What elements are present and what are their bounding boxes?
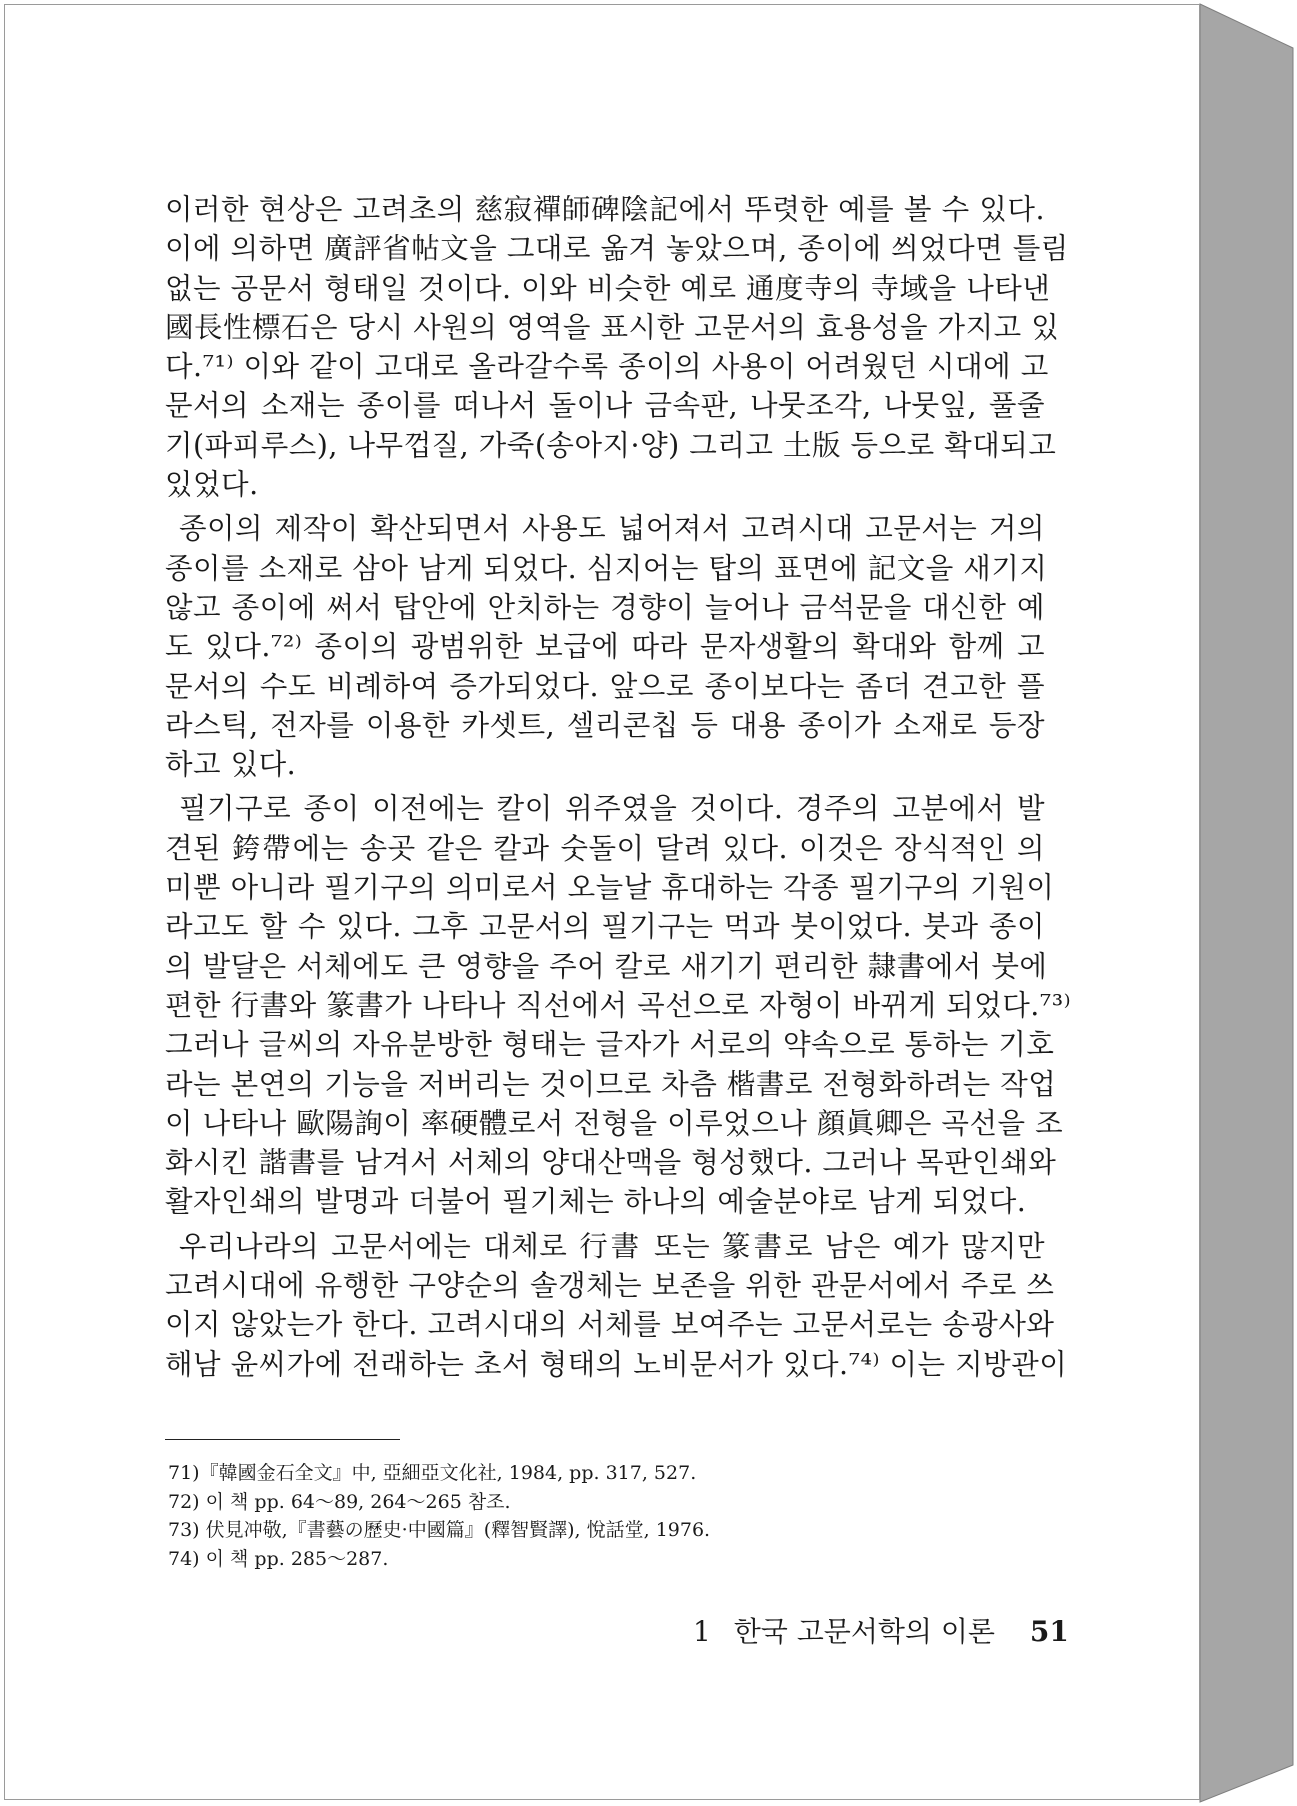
text-line: 이 나타나 歐陽詢이 率硬體로서 전형을 이루었으나 顔眞卿은 곡선을 조 [165,1106,1064,1140]
footnotes [168,1459,710,1573]
text-line: 종이를 소재로 삼아 남게 되었다. 심지어는 탑의 표면에 記文을 새기지 [165,551,1048,585]
text-line: 편한 行書와 篆書가 나타나 직선에서 곡선으로 자형이 바뀌게 되었다.⁷³⁾ [165,988,1072,1022]
footnote-73: 73) 伏見冲敬,『書藝の歷史·中國篇』(釋智賢譯), 悅話堂, 1976. [168,1519,711,1542]
text-line: 이에 의하면 廣評省帖文을 그대로 옮겨 놓았으며, 종이에 씌었다면 틀림 [165,232,1069,266]
text-line: 필기구로 종이 이전에는 칼이 위주였을 것이다. 경주의 고분에서 발 [179,792,1045,826]
text-line: 없는 공문서 형태일 것이다. 이와 비슷한 예로 通度寺의 寺域을 나타낸 [165,271,1051,305]
text-line: 그러나 글씨의 자유분방한 형태는 글자가 서로의 약속으로 통하는 기호 [165,1028,1055,1062]
text-line: 라는 본연의 기능을 저버리는 것이므로 차츰 楷書로 전형화하려는 작업 [165,1067,1057,1101]
text-line: 활자인쇄의 발명과 더불어 필기체는 하나의 예술분야로 남게 되었다. [165,1185,1027,1219]
running-footer [693,1610,1069,1650]
footnote-74: 74) 이 책 pp. 285～287. [168,1547,389,1570]
footnote-71: 71)『韓國金石全文』中, 亞細亞文化社, 1984, pp. 317, 527. [168,1462,697,1484]
text-line: 도 있다.⁷²⁾ 종이의 광범위한 보급에 따라 문자생활의 확대와 함께 고 [165,630,1045,664]
text-line: 하고 있다. [165,748,297,782]
chapter-number: 1 [693,1615,711,1648]
chapter-title: 한국 고문서학의 이론 [733,1615,995,1648]
text-line: 종이의 제작이 확산되면서 사용도 넓어져서 고려시대 고문서는 거의 [179,512,1045,546]
text-line: 다.⁷¹⁾ 이와 같이 고대로 올라갈수록 종이의 사용이 어려웠던 시대에 고 [165,350,1049,384]
text-line: 기(파피루스), 나무껍질, 가죽(송아지·양) 그리고 土版 등으로 확대되고 [165,428,1057,462]
body-text [165,190,1072,1389]
page-number: 51 [1029,1615,1069,1648]
paragraph-4 [165,1227,1068,1384]
text-line: 않고 종이에 써서 탑안에 안치하는 경향이 늘어나 금석문을 대신한 예 [165,590,1045,624]
paragraph-2 [165,509,1048,784]
footnote-72: 72) 이 책 pp. 64～89, 264～265 참조. [168,1490,511,1513]
text-line: 문서의 소재는 종이를 떠나서 돌이나 금속판, 나뭇조각, 나뭇잎, 풀줄 [165,389,1045,423]
paragraph-3 [165,789,1072,1221]
text-line: 라고도 할 수 있다. 그후 고문서의 필기구는 먹과 붓이었다. 붓과 종이 [165,910,1045,944]
text-line: 화시킨 諧書를 남겨서 서체의 양대산맥을 형성했다. 그러나 목판인쇄와 [165,1146,1057,1180]
text-line: 라스틱, 전자를 이용한 카셋트, 셀리콘칩 등 대용 종이가 소재로 등장 [165,708,1045,742]
text-line: 國長性標石은 당시 사원의 영역을 표시한 고문서의 효용성을 가지고 있 [165,310,1060,344]
text-line: 있었다. [165,468,259,502]
footnote-divider [165,1439,400,1440]
text-line: 미뿐 아니라 필기구의 의미로서 오늘날 휴대하는 각종 필기구의 기원이 [165,871,1055,905]
text-line: 우리나라의 고문서에는 대체로 行書 또는 篆書로 남은 예가 많지만 [179,1229,1045,1263]
text-line: 해남 윤씨가에 전래하는 초서 형태의 노비문서가 있다.⁷⁴⁾ 이는 지방관이 [165,1347,1068,1381]
text-line: 견된 銙帶에는 송곳 같은 칼과 숫돌이 달려 있다. 이것은 장식적인 의 [165,831,1045,865]
text-line: 문서의 수도 비례하여 증가되었다. 앞으로 종이보다는 좀더 견고한 플 [165,669,1045,703]
text-line: 이러한 현상은 고려초의 慈寂禪師碑陰記에서 뚜렷한 예를 볼 수 있다. [165,193,1045,226]
text-line: 고려시대에 유행한 구양순의 솔갱체는 보존을 위한 관문서에서 주로 쓰 [165,1269,1055,1303]
paragraph-1 [165,190,1069,504]
text-line: 이지 않았는가 한다. 고려시대의 서체를 보여주는 고문서로는 송광사와 [165,1308,1055,1342]
text-line: 의 발달은 서체에도 큰 영향을 주어 칼로 새기기 편리한 隷書에서 붓에 [165,949,1048,983]
